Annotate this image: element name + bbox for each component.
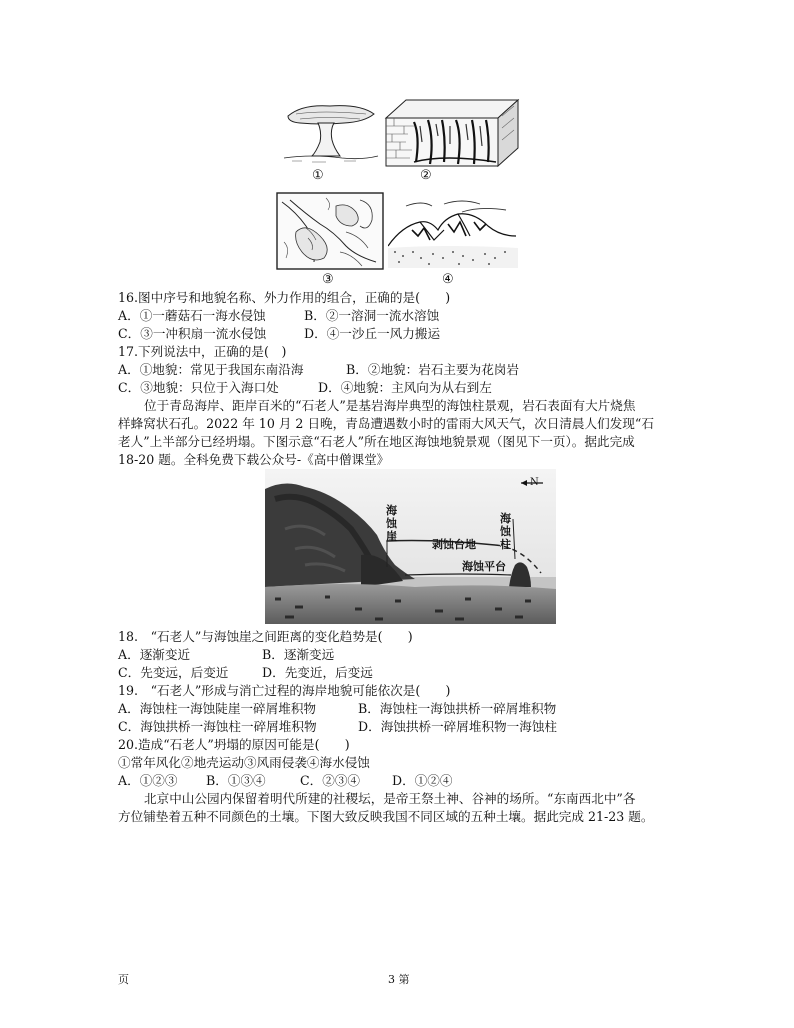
question-19-option-a: A．海蚀柱一海蚀陡崖一碎屑堆积物 <box>118 701 317 716</box>
north-arrow-label: N <box>530 477 539 488</box>
question-19-stem: 19. “石老人”形成与消亡过程的海岸地貌可能依次是( ) <box>118 683 451 698</box>
question-20-option-d: D．①②④ <box>392 773 453 788</box>
question-18-option-d: D．先变近，后变远 <box>262 665 373 680</box>
footer-page-number: 3 第 <box>388 973 410 986</box>
sea-stack-label: 海蚀柱 <box>500 512 511 551</box>
figure-2-label: ② <box>420 168 432 183</box>
passage-2-line-1: 北京中山公园内保留着明代所建的社稷坛，是帝王祭土神、谷神的场所。“东南西北中”各 <box>144 791 636 806</box>
sea-cliff-label-part-1: 海蚀崖 <box>386 504 397 543</box>
question-17-stem: 17.下列说法中，正确的是( ) <box>118 344 287 359</box>
figure-1-mushroom-rock <box>282 98 380 164</box>
question-16-option-a: A．①一蘑菇石一海水侵蚀 <box>118 308 266 323</box>
figure-4-dunes <box>388 196 518 270</box>
question-19-option-d: D．海蚀拱桥一碎屑堆积物一海蚀柱 <box>358 719 558 734</box>
wave-cut-platform-label: 海蚀平台 <box>462 560 506 573</box>
question-16-stem: 16.图中序号和地貌名称、外力作用的组合，正确的是( ) <box>118 290 451 305</box>
question-17-option-a: A．①地貌：常见于我国东南沿海 <box>118 362 304 377</box>
figure-3-label: ③ <box>322 272 334 287</box>
question-20-option-a: A．①②③ <box>118 773 178 788</box>
question-17-option-b: B．②地貌：岩石主要为花岗岩 <box>346 362 519 377</box>
figure-2-karst-block <box>384 96 520 168</box>
question-16-option-b: B．②一溶洞一流水溶蚀 <box>304 308 440 323</box>
passage-1-line-4: 18-20 题。全科免费下载公众号-《高中僧课堂》 <box>118 452 390 467</box>
question-18-option-c: C．先变远，后变近 <box>118 665 229 680</box>
question-20-items: ①常年风化②地壳运动③风雨侵袭④海水侵蚀 <box>118 755 370 770</box>
figure-1-label: ① <box>312 168 324 183</box>
question-18-option-b: B．逐渐变远 <box>262 647 335 662</box>
passage-1-line-1: 位于青岛海岸、距岸百米的“石老人”是基岩海岸典型的海蚀柱景观，岩石表面有大片烧焦 <box>144 398 636 413</box>
passage-1-line-2: 样蜂窝状石孔。2022 年 10 月 2 日晚，青岛遭遇数小时的雷雨大风天气，次日清晨人们发现“石 <box>118 416 654 431</box>
footer-left: 页 <box>118 973 129 986</box>
question-18-option-a: A．逐渐变近 <box>118 647 191 662</box>
question-17-option-d: D．④地貌：主风向为从右到左 <box>318 380 492 395</box>
passage-2-line-2: 方位铺垫着五种不同颜色的土壤。下图大致反映我国不同区域的五种土壤。据此完成 21-23 题。 <box>118 809 654 824</box>
question-19-option-c: C．海蚀拱桥一海蚀柱一碎屑堆积物 <box>118 719 317 734</box>
passage-1-line-3: 老人”上半部分已经坍塌。下图示意“石老人”所在地区海蚀地貌景观（图见下一页）。据此完成 <box>118 434 635 449</box>
question-20-option-b: B．①③④ <box>206 773 266 788</box>
question-18-stem: 18. “石老人”与海蚀崖之间距离的变化趋势是( ) <box>118 629 413 644</box>
question-16-option-c: C．③一冲积扇一流水侵蚀 <box>118 326 267 341</box>
question-20-option-c: C．②③④ <box>300 773 361 788</box>
question-19-option-b: B．海蚀柱一海蚀拱桥一碎屑堆积物 <box>358 701 557 716</box>
question-17-option-c: C．③地貌：只位于入海口处 <box>118 380 279 395</box>
figure-4-label: ④ <box>442 272 454 287</box>
figure-3-alluvial-map <box>276 192 384 270</box>
abrasion-platform-land-label: 剥蚀台地 <box>432 538 476 551</box>
question-16-option-d: D．④一沙丘一风力搬运 <box>304 326 441 341</box>
question-20-stem: 20.造成“石老人”坍塌的原因可能是( ) <box>118 737 350 752</box>
